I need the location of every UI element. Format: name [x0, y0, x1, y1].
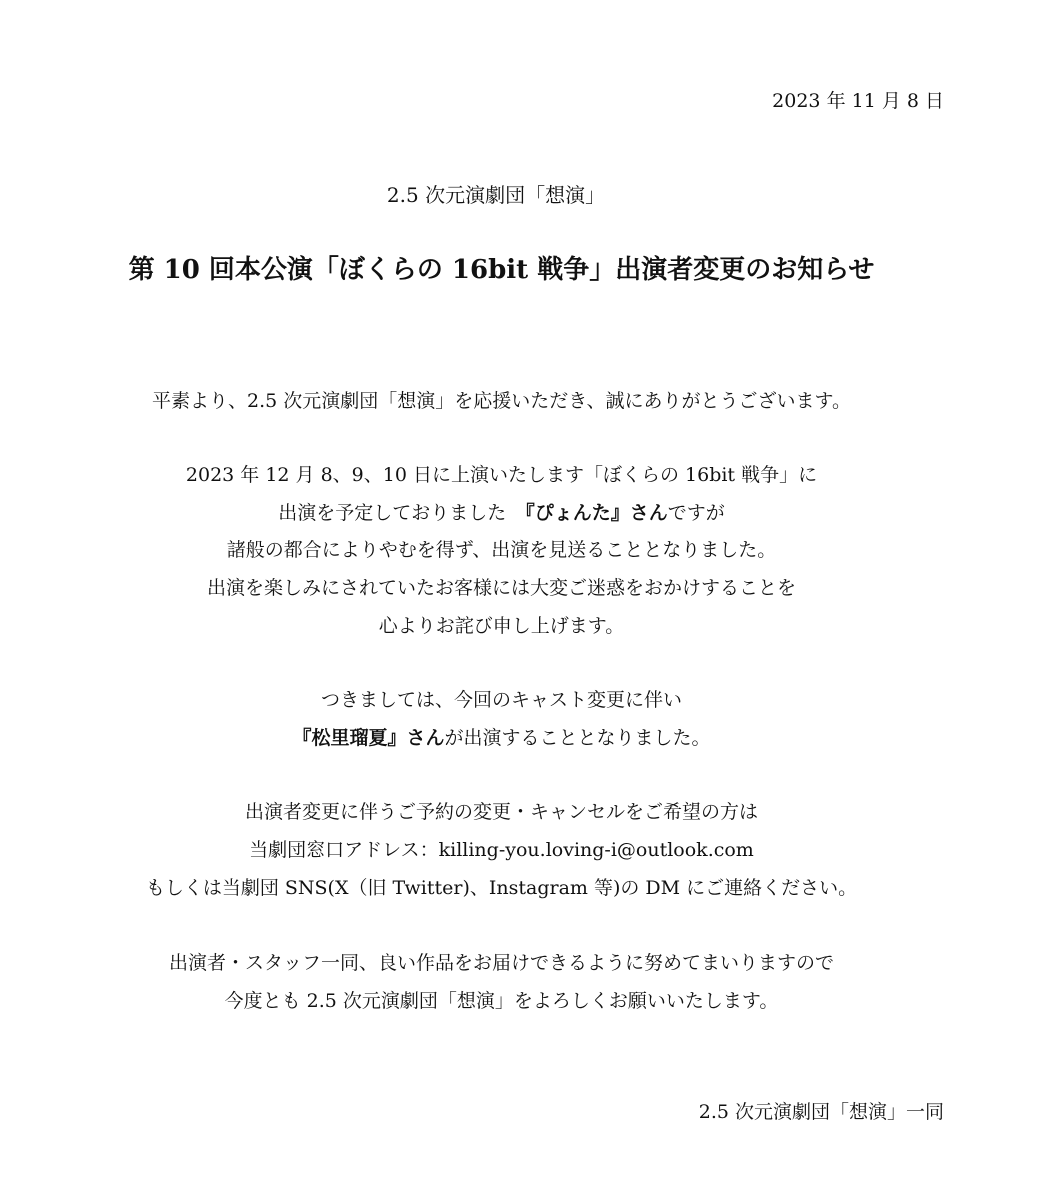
paragraph3-line1: 出演者変更に伴うご予約の変更・キャンセルをご希望の方は	[244, 801, 758, 823]
contact-address-line: 当劇団窓口アドレス：killing-you.loving-i@outlook.com	[249, 839, 754, 861]
organization-name: 2.5 次元演劇団「想演」	[386, 183, 606, 207]
document-date: 2023 年 11 月 8 日	[772, 90, 944, 112]
replacement-cast-name: 『松里瑠夏』さん	[292, 727, 445, 749]
paragraph1-line5: 心よりお詫び申し上げます。	[378, 615, 625, 637]
paragraph1-line3: 諸般の都合によりやむを得ず、出演を見送ることとなりました。	[226, 539, 777, 561]
paragraph1-line2	[0, 500, 1003, 527]
paragraph2-line2	[0, 725, 1003, 752]
paragraph1-line4: 出演を楽しみにされていたお客様には大変ご迷惑をおかけすることを	[206, 577, 796, 599]
paragraph4-line2: 今度とも 2.5 次元演劇団「想演」をよろしくお願いいたします。	[224, 990, 779, 1012]
paragraph4-line1: 出演者・スタッフ一同、良い作品をお届けできるように努めてまいりますので	[168, 952, 834, 974]
original-cast-name: 『ぴょんた』さん	[525, 502, 668, 524]
paragraph1-line2-pre: 出演を予定しておりました	[278, 502, 526, 524]
paragraph1-line2-post: ですが	[667, 502, 725, 524]
paragraph2-line1: つきましては、今回のキャスト変更に伴い	[320, 689, 682, 711]
notice-title: 第 10 回本公演「ぼくらの 16bit 戦争」出演者変更のお知らせ	[128, 255, 875, 285]
paragraph3-line3: もしくは当劇団 SNS(X（旧 Twitter)、Instagram 等)の DM にご連絡ください。	[145, 877, 858, 899]
signature: 2.5 次元演劇団「想演」一同	[698, 1101, 944, 1123]
paragraph1-line1: 2023 年 12 月 8、9、10 日に上演いたします「ぼくらの 16bit 戦争」に	[185, 464, 818, 486]
paragraph2-line2-post: が出演することとなりました。	[444, 727, 711, 749]
greeting-line: 平素より、2.5 次元演劇団「想演」を応援いただき、誠にありがとうございます。	[152, 390, 851, 412]
